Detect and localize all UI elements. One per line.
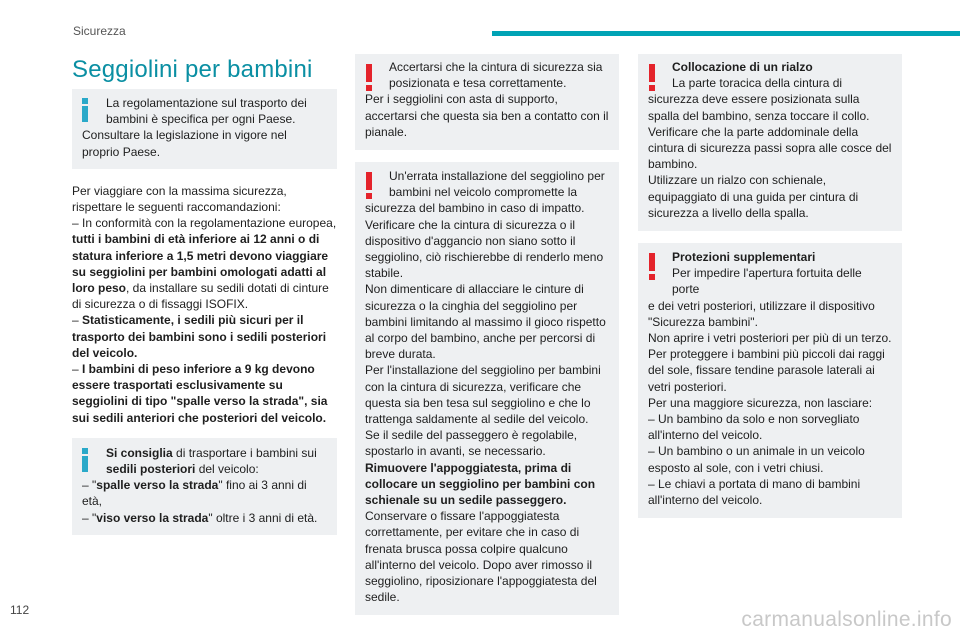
warning-text: Utilizzare un rialzo con schienale, equipaggiato di una guida per cintura di sicurezza a livello della spalla.: [648, 173, 859, 220]
warning-text: Per l'installazione del seggiolino per bambini con la cintura di sicurezza, verificare che questa sia ben tesa sul seggiolino e che lo trattenga saldamente al sedile del veicolo.: [365, 363, 601, 427]
page-number: 112: [10, 603, 30, 617]
warning-text: Accertarsi che la cintura di sicurezza sia: [389, 60, 603, 74]
page-title: Seggiolini per bambini: [72, 56, 313, 83]
warning-text: Un'errata installazione del seggiolino per: [389, 169, 605, 184]
warning-box-protections: [638, 243, 902, 518]
warning-text-bold: Rimuovere l'appoggiatesta, prima di collocare un seggiolino per bambini con schienale su un sedile passeggero.: [365, 460, 596, 508]
header-section-title: Sicurezza: [73, 24, 126, 38]
warning-text: – Un bambino da solo e non sorvegliato all'interno del veicolo.: [648, 412, 860, 443]
warning-box-installation: [355, 162, 619, 614]
warning-text: Verificare che la cintura di sicurezza o il dispositivo d'aggancio non siano sotto il seggiolino, ciò rischierebbe di renderlo meno stabile.: [365, 217, 604, 281]
header-accent-bar: [492, 31, 960, 36]
warning-text: sicurezza del bambino in caso di impatto.: [365, 201, 585, 216]
warning-box-belt: [355, 54, 619, 150]
warning-text: Per proteggere i bambini più piccoli dai raggi del sole, fissare tendine parasole laterali ai vetri posteriori.: [648, 347, 885, 394]
warning-text: sicurezza deve essere posizionata sulla spalla del bambino, senza toccare il collo.: [648, 92, 870, 123]
warning-box-booster: [638, 54, 902, 231]
warning-text: e dei vetri posteriori, utilizzare il dispositivo "Sicurezza bambini".: [648, 298, 875, 329]
info-text: bambini è specifica per ogni Paese.: [106, 112, 296, 127]
warning-text: Per i seggiolini con asta di supporto, accertarsi che questa sia ben a contatto con il pianale.: [365, 92, 609, 139]
bullet-1: – In conformità con la regolamentazione europea, tutti i bambini di età inferiore ai 12 anni o di statura inferiore a 1,5 metri devono viaggiare su seggiolini per bambini omologati adatti al loro peso, da installare su sedili dotati di cinture di sicurezza o di fissaggi ISOFIX.: [72, 216, 337, 312]
warning-text: – Le chiavi a portata di mano di bambini all'interno del veicolo.: [648, 476, 861, 508]
info-text: – "viso verso la strada" oltre i 3 anni di età.: [82, 510, 318, 525]
warning-text: Verificare che la parte addominale della cintura di sicurezza passi sopra alle cosce del bambino.: [648, 124, 892, 172]
warning-text: Non dimenticare di allacciare le cinture di sicurezza o la cinghia del seggiolino per bambini limitando al massimo il gioco rispetto al corpo del bambino, anche per percorsi di breve durata.: [365, 282, 606, 362]
watermark: carmanualsonline.info: [741, 608, 952, 631]
warning-icon: [366, 64, 372, 90]
info-box-regulation: [72, 89, 337, 169]
info-text: – "spalle verso la strada" fino ai 3 anni di età,: [82, 478, 307, 509]
column-1: [72, 89, 337, 535]
column-2: [355, 54, 619, 615]
warning-text: Non aprire i vetri posteriori per più di un terzo.: [648, 331, 892, 346]
info-box-advice: [72, 438, 337, 535]
info-text: La regolamentazione sul trasporto dei: [106, 96, 307, 110]
column-3: [638, 54, 902, 518]
recommendations: [72, 183, 337, 426]
warning-heading: Collocazione di un rialzo: [672, 60, 813, 74]
warning-text: Conservare o fissare l'appoggiatesta correttamente, per evitare che in caso di frenata brusca possa colpire qualcuno all'interno del veicolo. Dopo aver rimosso il seggiolino, riposizionare l'appoggiatesta del sedile.: [365, 509, 597, 605]
info-icon: [82, 98, 88, 122]
info-text: sedili posteriori del veicolo:: [106, 462, 259, 477]
info-text: Si consiglia di trasportare i bambini sui: [106, 445, 317, 460]
warning-icon: [366, 172, 372, 198]
info-icon: [82, 448, 88, 472]
warning-icon: [649, 64, 655, 90]
info-text: Consultare la legislazione in vigore nel proprio Paese.: [82, 128, 287, 159]
warning-text: – Un bambino o un animale in un veicolo esposto al sole, con i vetri chiusi.: [648, 444, 865, 475]
warning-text: Per una maggiore sicurezza, non lasciare:: [648, 395, 873, 410]
warning-text: Se il sedile del passeggero è regolabile, spostarlo in avanti, se necessario.: [365, 428, 578, 459]
warning-heading: Protezioni supplementari: [672, 250, 816, 265]
warning-text: posizionata e tesa correttamente.: [389, 76, 567, 91]
intro-text: Per viaggiare con la massima sicurezza, rispettare le seguenti raccomandazioni:: [72, 183, 287, 215]
warning-icon: [649, 253, 655, 279]
bullet-3: – I bambini di peso inferiore a 9 kg devono essere trasportati esclusivamente su seggiolini di tipo "spalle verso la strada", sia sui sedili anteriori che posteriori del veicolo.: [72, 362, 328, 425]
warning-text: Per impedire l'apertura fortuita delle porte: [672, 266, 862, 297]
warning-text: bambini nel veicolo compromette la: [389, 185, 578, 200]
bullet-2: – Statisticamente, i sedili più sicuri per il trasporto dei bambini sono i sedili posteriori del veicolo.: [72, 313, 327, 360]
warning-text: La parte toracica della cintura di: [672, 76, 843, 91]
